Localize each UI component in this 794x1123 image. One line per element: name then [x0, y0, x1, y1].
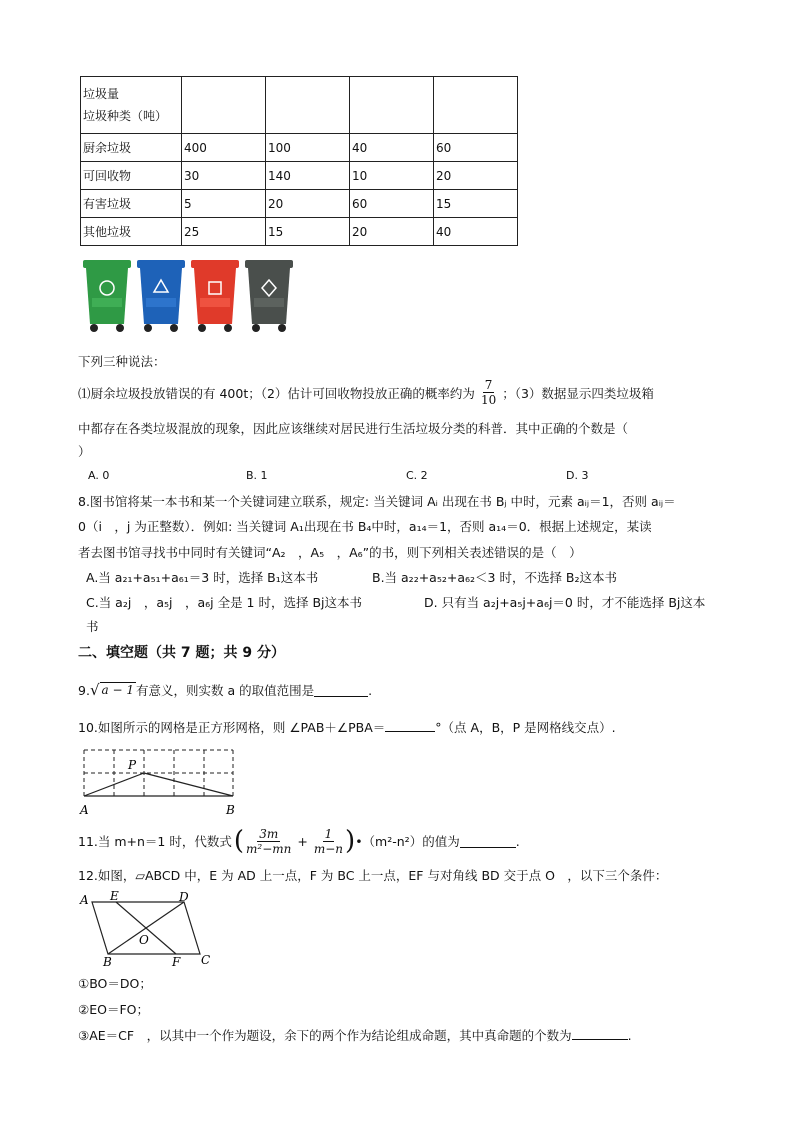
bin-stripe: [200, 298, 230, 307]
q12-condition-1: ①BO＝DO；: [78, 976, 152, 991]
sqrt-icon: √: [89, 681, 100, 699]
answer-blank: [385, 719, 435, 732]
fraction-numerator: 3m: [259, 826, 279, 841]
table-cell: 20: [434, 162, 518, 190]
grid-lines: [84, 750, 233, 796]
q7-line1-b: ；（3）数据显示四类垃圾箱: [502, 385, 654, 401]
label-A: A: [80, 803, 89, 817]
q11-text-b: •（m²-n²）的值为: [355, 834, 460, 849]
q11: [78, 826, 520, 856]
answer-blank: [460, 835, 516, 848]
table-header-empty: [434, 77, 518, 134]
q7-fraction: [479, 378, 498, 407]
wheel-icon: [278, 324, 286, 332]
bin-body: [194, 268, 236, 324]
q8-line3: 者去图书馆寻找书中同时有关键词“A₂ ，A₅ ，A₆”的书，则下列相关表述错误的是（ ）: [78, 545, 582, 560]
q9: [78, 681, 372, 699]
q9-prefix: 9.: [78, 682, 90, 698]
q10-text-a: 10.如图所示的网格是正方形网格，则 ∠PAB＋∠PBA＝: [78, 720, 386, 735]
label-F: F: [172, 955, 181, 969]
table-header-row: [81, 77, 518, 134]
table-cell: 60: [434, 134, 518, 162]
answer-blank: [314, 684, 368, 697]
table-cell: 40: [350, 134, 434, 162]
table-header-empty: [182, 77, 266, 134]
row-label: 其他垃圾: [81, 218, 182, 246]
label-B: B: [103, 955, 112, 969]
table-cell: 20: [266, 190, 350, 218]
label-C: C: [201, 953, 211, 967]
q11-end: .: [515, 833, 520, 849]
table-cell: 30: [182, 162, 266, 190]
table-cell: 5: [182, 190, 266, 218]
table-row: [81, 218, 518, 246]
row-label: 厨余垃圾: [81, 134, 182, 162]
table-cell: 400: [182, 134, 266, 162]
table-row: [81, 190, 518, 218]
fraction-1: [244, 827, 293, 856]
q7-option-a: A. 0: [88, 469, 110, 482]
parallelogram-figure: [76, 890, 216, 970]
label-D: D: [179, 890, 189, 904]
q8-option-c: C.当 a₂j ，a₅j ，a₆j 全是 1 时，选择 Bj这本书: [86, 595, 363, 610]
row-label: 可回收物: [81, 162, 182, 190]
q12-condition-3: [78, 1026, 632, 1044]
right-paren: ): [345, 826, 356, 856]
fraction-denominator: m²−mn: [246, 841, 292, 856]
bin-lid: [245, 260, 293, 268]
label-B: B: [226, 803, 235, 817]
q7-option-c: C. 2: [406, 469, 428, 482]
answer-blank: [572, 1027, 628, 1040]
label-E: E: [110, 890, 119, 903]
q8-option-d: D. 只有当 a₂j+a₅j+a₆j＝0 时，才不能选择 Bj这本: [424, 595, 706, 610]
q7-option-b: B. 1: [246, 469, 268, 482]
label-A: A: [80, 893, 89, 907]
q7-line1-a: ⑴厨余垃圾投放错误的有 400t；（2）估计可回收物投放正确的概率约为: [78, 385, 475, 401]
q12-condition-3-text: ③AE＝CF ，以其中一个作为题设，余下的两个作为结论组成命题，其中真命题的个数为: [78, 1028, 572, 1043]
bin-lid: [83, 260, 131, 268]
table-header-empty: [350, 77, 434, 134]
bin-kitchen-icon: [83, 260, 131, 332]
q7-intro: 下列三种说法：: [78, 354, 166, 369]
wheel-icon: [144, 324, 152, 332]
label-O: O: [139, 933, 149, 947]
table-cell: 15: [266, 218, 350, 246]
q12-end: .: [627, 1028, 632, 1043]
q9-end: .: [368, 682, 373, 698]
fraction-denominator: 10: [480, 393, 497, 407]
q7-line3: ）: [78, 444, 91, 459]
bin-stripe: [146, 298, 176, 307]
left-paren: (: [233, 826, 245, 856]
waste-table: [80, 76, 518, 246]
bin-recyclable-icon: [137, 260, 185, 332]
table-cell: 40: [434, 218, 518, 246]
fraction-numerator: 1: [324, 826, 333, 841]
table-row: [81, 134, 518, 162]
header-line-1: 垃圾量: [83, 87, 120, 101]
q10: [78, 718, 616, 736]
table-cell: 25: [182, 218, 266, 246]
q11-text-a: 11.当 m+n＝1 时，代数式: [78, 834, 232, 849]
wheel-icon: [198, 324, 206, 332]
wheel-icon: [116, 324, 124, 332]
header-line-2: 垃圾种类（吨）: [83, 109, 168, 123]
bin-stripe: [92, 298, 122, 307]
fraction-denominator: m−n: [313, 841, 344, 856]
q8-option-d-cont: 书: [86, 619, 99, 634]
q7-line1: [78, 378, 654, 407]
q8-line1: 8.图书馆将某一本书和某一个关键词建立联系，规定: 当关键词 Aᵢ 出现在书 Bⱼ 中时，元素 aᵢⱼ＝1，否则 aᵢⱼ＝: [78, 494, 676, 509]
table-cell: 60: [350, 190, 434, 218]
bin-body: [86, 268, 128, 324]
bin-lid: [137, 260, 185, 268]
bin-lid: [191, 260, 239, 268]
table-cell: 15: [434, 190, 518, 218]
section-title: 二、填空题（共 7 题；共 9 分）: [78, 645, 285, 661]
segment-PB: [144, 773, 233, 796]
q8-line2: 0（i ，j 为正整数）．例如: 当关键词 A₁出现在书 B₄中时，a₁₄＝1，否则 a₁₄＝0．根据上述规定，某读: [78, 519, 652, 534]
q7-option-d: D. 3: [566, 469, 589, 482]
waste-bins-image: [80, 258, 295, 336]
wheel-icon: [252, 324, 260, 332]
sqrt-radicand: a − 1: [101, 683, 134, 697]
wheel-icon: [170, 324, 178, 332]
table-cell: 10: [350, 162, 434, 190]
bin-hazardous-icon: [191, 260, 239, 332]
q9-text: 有意义，则实数 a 的取值范围是: [135, 683, 315, 698]
label-P: P: [128, 758, 137, 772]
table-row: [81, 162, 518, 190]
sqrt-expression: [90, 682, 136, 698]
bin-other-icon: [245, 260, 293, 332]
bin-body: [140, 268, 182, 324]
q7-line2: 中都存在各类垃圾混放的现象，因此应该继续对居民进行生活垃圾分类的科普．其中正确的个数是（: [78, 421, 629, 436]
grid-figure: [76, 742, 246, 820]
table-cell: 140: [266, 162, 350, 190]
q10-text-b: °（点 A，B，P 是网格线交点）.: [435, 720, 616, 735]
wheel-icon: [224, 324, 232, 332]
fraction-2: [312, 827, 345, 856]
wheel-icon: [90, 324, 98, 332]
table-cell: 100: [266, 134, 350, 162]
row-label: 有害垃圾: [81, 190, 182, 218]
q8-option-b: B.当 a₂₂+a₅₂+a₆₂＜3 时，不选择 B₂这本书: [372, 570, 618, 585]
bin-stripe: [254, 298, 284, 307]
table-header-empty: [266, 77, 350, 134]
fraction-numerator: 7: [484, 378, 493, 392]
table-cell: 20: [350, 218, 434, 246]
plus-sign: +: [297, 833, 308, 849]
q12-condition-2: ②EO＝FO；: [78, 1002, 149, 1017]
q12-text: 12.如图，▱ABCD 中，E 为 AD 上一点，F 为 BC 上一点，EF 与对角线 BD 交于点 O ，以下三个条件：: [78, 868, 668, 883]
q8-option-a: A.当 a₂₁+a₅₁+a₆₁＝3 时，选择 B₁这本书: [86, 570, 319, 585]
table-header-cell: [81, 77, 182, 134]
